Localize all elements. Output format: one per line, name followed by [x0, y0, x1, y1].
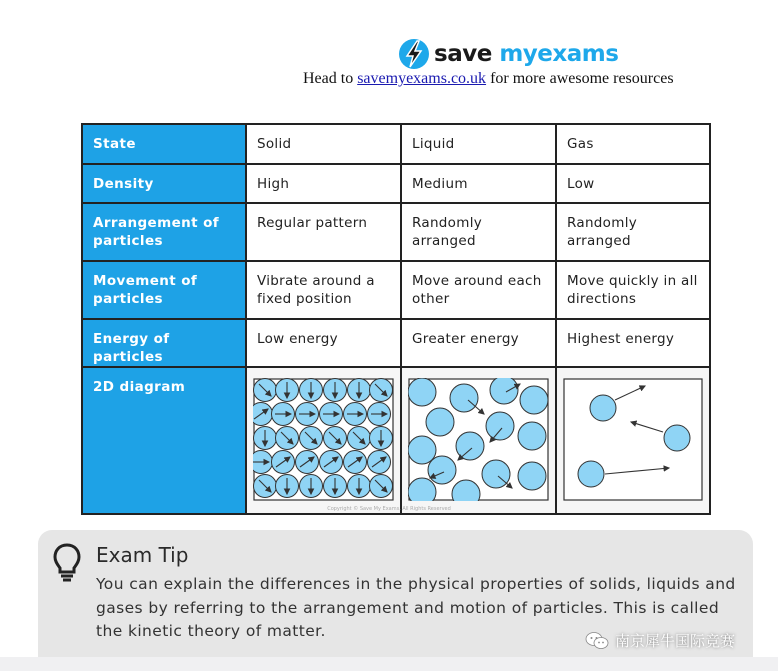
row-header-energy: Energy of particles — [82, 319, 246, 367]
watermark-text: 南京犀牛国际竞赛 — [614, 632, 735, 650]
table-row — [82, 203, 710, 261]
particle — [450, 384, 478, 412]
particle — [664, 425, 690, 451]
table-cell: Vibrate around a fixed position — [246, 261, 401, 319]
particle — [578, 461, 604, 487]
gas-diagram-cell — [556, 367, 710, 514]
liquid-particle-diagram — [408, 378, 549, 501]
exam-tip-body: You can explain the differences in the physical properties of solids, liquids and gases by referring to the arrangement and motion of particles. This is called the kinetic theory of matter. — [96, 575, 736, 640]
particle — [428, 456, 456, 484]
tagline: Head to savemyexams.co.uk for more awesome resources — [303, 70, 674, 87]
table-cell: High — [246, 164, 401, 203]
table-cell: Regular pattern — [246, 203, 401, 261]
particle — [426, 408, 454, 436]
table-row — [82, 261, 710, 319]
savemyexams-link[interactable]: savemyexams.co.uk — [357, 70, 487, 87]
table-row — [82, 164, 710, 203]
particle — [518, 422, 546, 450]
particle — [590, 395, 616, 421]
solid-diagram-cell — [246, 367, 401, 514]
row-header-movement: Movement of particles — [82, 261, 246, 319]
row-header-arrangement: Arrangement of particles — [82, 203, 246, 261]
table-cell: Medium — [401, 164, 556, 203]
wechat-icon — [585, 631, 609, 651]
logo-wordmark: save myexams — [434, 41, 619, 67]
table-cell: Move quickly in all directions — [556, 261, 710, 319]
lightning-bolt-icon — [398, 38, 430, 70]
liquid-diagram-cell — [401, 367, 556, 514]
gas-particle-diagram — [563, 378, 703, 501]
particle — [520, 386, 548, 414]
table-row — [82, 367, 710, 514]
table-row — [82, 124, 710, 164]
row-header-density: Density — [82, 164, 246, 203]
particle — [486, 412, 514, 440]
solid-particle-diagram — [253, 378, 394, 501]
table-cell: Randomly arranged — [556, 203, 710, 261]
row-header-2d-diagram: 2D diagram — [82, 367, 246, 514]
exam-tip-box — [38, 530, 753, 671]
bottom-strip — [0, 657, 778, 671]
particle — [408, 378, 436, 406]
column-header-liquid: Liquid — [401, 124, 556, 164]
table-cell: Randomly arranged — [401, 203, 556, 261]
particle — [482, 460, 510, 488]
row-header-state: State — [82, 124, 246, 164]
table-cell: Low — [556, 164, 710, 203]
copyright-notice: Copyright © Save My Exams. All Rights Reserved — [327, 506, 451, 512]
column-header-gas: Gas — [556, 124, 710, 164]
wechat-watermark — [585, 630, 735, 651]
particle — [518, 462, 546, 490]
table-cell: Highest energy — [556, 319, 710, 367]
save-my-exams-logo — [398, 38, 618, 70]
particle — [490, 378, 518, 404]
states-of-matter-table — [81, 123, 709, 503]
particle — [253, 403, 273, 426]
particle — [408, 478, 436, 501]
particle — [456, 432, 484, 460]
column-header-solid: Solid — [246, 124, 401, 164]
table-cell: Greater energy — [401, 319, 556, 367]
table-cell: Low energy — [246, 319, 401, 367]
table-row — [82, 319, 710, 367]
lightbulb-icon — [52, 542, 82, 582]
exam-tip-title: Exam Tip — [96, 543, 189, 567]
table-cell: Move around each other — [401, 261, 556, 319]
